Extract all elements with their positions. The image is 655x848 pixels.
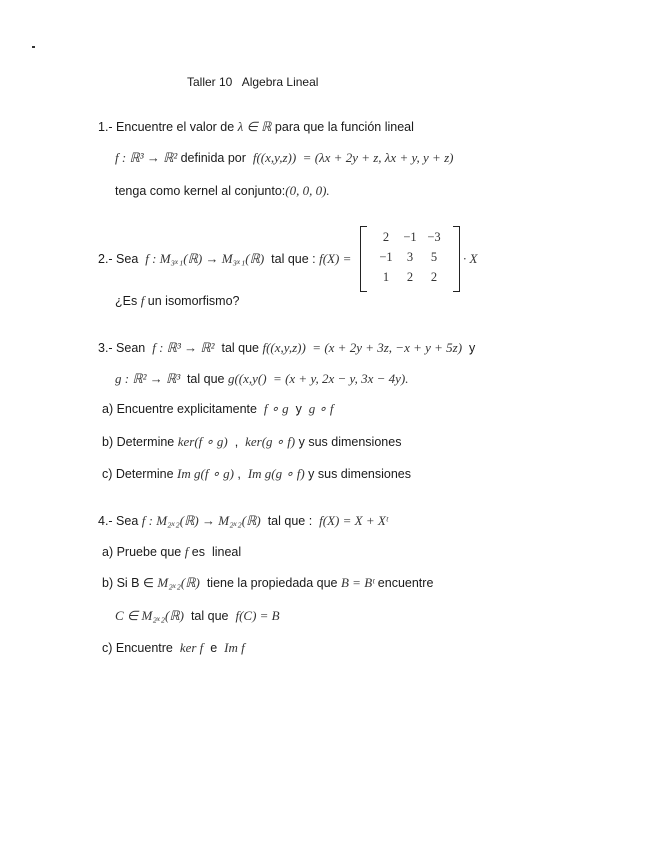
text-segment: y: [462, 341, 476, 355]
math-expression: f(X) = X + Xᵗ: [319, 513, 388, 528]
text-segment: tal que: [184, 609, 236, 623]
math-expression: ker(g ∘ f): [245, 434, 296, 449]
text-segment: para que la función lineal: [271, 120, 414, 134]
text-segment: tal que: [214, 341, 263, 355]
document-title: Taller 10 Algebra Lineal: [187, 75, 319, 89]
text-segment: definida por: [180, 151, 253, 165]
text-segment: a) Pruebe que: [102, 545, 185, 559]
text-segment: c) Encuentre: [102, 641, 180, 655]
math-expression: f : M₃ₓ₁(ℝ) → M₃ₓ₁(ℝ): [145, 251, 265, 266]
math-expression: f(C) = B: [235, 608, 280, 623]
math-expression: C ∈ M₂ₓ₂(ℝ): [115, 608, 185, 623]
matrix-entry: 2: [382, 230, 390, 244]
text-segment: 1.- Encuentre el valor de: [98, 120, 238, 134]
problem-2-question: [115, 293, 240, 309]
math-expression: f: [184, 544, 189, 559]
math-expression: g ∘ f: [308, 401, 334, 416]
text-segment: encuentre: [374, 576, 434, 590]
text-segment: tal que :: [260, 514, 320, 528]
problem-2-matrix: [360, 226, 460, 292]
text-segment: un isomorfismo?: [144, 294, 240, 308]
text-segment: y sus dimensiones: [295, 435, 402, 449]
math-expression: Im g(g ∘ f): [247, 466, 305, 481]
math-expression: Im f: [224, 640, 245, 655]
math-expression: f((x,y,z)) = (x + 2y + 3z, −x + y + 5z): [262, 340, 463, 355]
text-segment: y: [288, 402, 309, 416]
problem-4c: [102, 640, 245, 656]
text-segment: a) Encuentre explicitamente: [102, 402, 264, 416]
problem-4-statement: [98, 513, 388, 529]
problem-4a: [102, 544, 241, 560]
text-segment: ,: [233, 467, 248, 481]
matrix-entry: 3: [406, 250, 414, 264]
text-segment: b) Si B ∈: [102, 576, 158, 590]
math-expression: ker f: [179, 640, 204, 655]
math-expression: f(X) =: [319, 251, 352, 266]
math-expression: M₂ₓ₂(ℝ): [157, 575, 200, 590]
text-segment: e: [203, 641, 225, 655]
math-expression: f ∘ g: [263, 401, 289, 416]
text-segment: 4.- Sea: [98, 514, 142, 528]
math-expression: (0, 0, 0).: [285, 183, 330, 198]
math-expression: f : ℝ³ → ℝ²: [115, 150, 181, 165]
text-segment: tiene la propiedada que: [199, 576, 341, 590]
math-expression: f((x,y,z)) = (λx + 2y + z, λx + y, y + z): [252, 150, 454, 165]
math-expression: λ ∈ ℝ: [237, 119, 272, 134]
problem-3b: [102, 434, 401, 450]
problem-1-statement: [98, 119, 414, 135]
text-segment: ¿Es: [115, 294, 141, 308]
problem-3-g-definition: [115, 371, 409, 387]
math-expression: f: [140, 293, 145, 308]
math-expression: f : M₂ₓ₂(ℝ) → M₂ₓ₂(ℝ): [141, 513, 261, 528]
problem-1-definition: [115, 150, 453, 166]
problem-3a: [102, 401, 334, 417]
problem-2-statement: [98, 251, 351, 267]
problem-1-kernel: [115, 183, 330, 199]
matrix-entry: 2: [406, 270, 414, 284]
text-segment: c) Determine: [102, 467, 178, 481]
matrix-left-bracket: [360, 226, 367, 292]
math-expression: g((x,y() = (x + y, 2x − y, 3x − 4y).: [227, 371, 409, 386]
scan-speck: [32, 46, 35, 48]
text-segment: y sus dimensiones: [304, 467, 411, 481]
matrix-entry: −1: [403, 230, 417, 244]
matrix-entry: 5: [430, 250, 438, 264]
text-segment: tal que: [183, 372, 228, 386]
math-expression: ker(f ∘ g): [177, 434, 228, 449]
matrix-times-x: · X: [463, 251, 478, 266]
matrix-entry: 2: [430, 270, 438, 284]
text-segment: 3.- Sean: [98, 341, 153, 355]
text-segment: ,: [227, 435, 246, 449]
math-expression: Im g(f ∘ g): [177, 466, 234, 481]
problem-3-statement: [98, 340, 475, 356]
text-segment: 2.- Sea: [98, 252, 146, 266]
problem-4b: [102, 575, 433, 591]
text-segment: tenga como kernel al conjunto:: [115, 184, 286, 198]
math-expression: g : ℝ² → ℝ³: [115, 371, 184, 386]
problem-4b-cont: [115, 608, 280, 624]
matrix-entry: −1: [379, 250, 393, 264]
math-expression: f : ℝ³ → ℝ²: [152, 340, 215, 355]
problem-3c: [102, 466, 411, 482]
math-expression: B = Bᵗ: [340, 575, 375, 590]
matrix-entry: −3: [427, 230, 441, 244]
matrix-entry: 1: [382, 270, 390, 284]
text-segment: tal que :: [264, 252, 320, 266]
text-segment: es lineal: [188, 545, 242, 559]
text-segment: b) Determine: [102, 435, 178, 449]
matrix-right-bracket: [453, 226, 460, 292]
